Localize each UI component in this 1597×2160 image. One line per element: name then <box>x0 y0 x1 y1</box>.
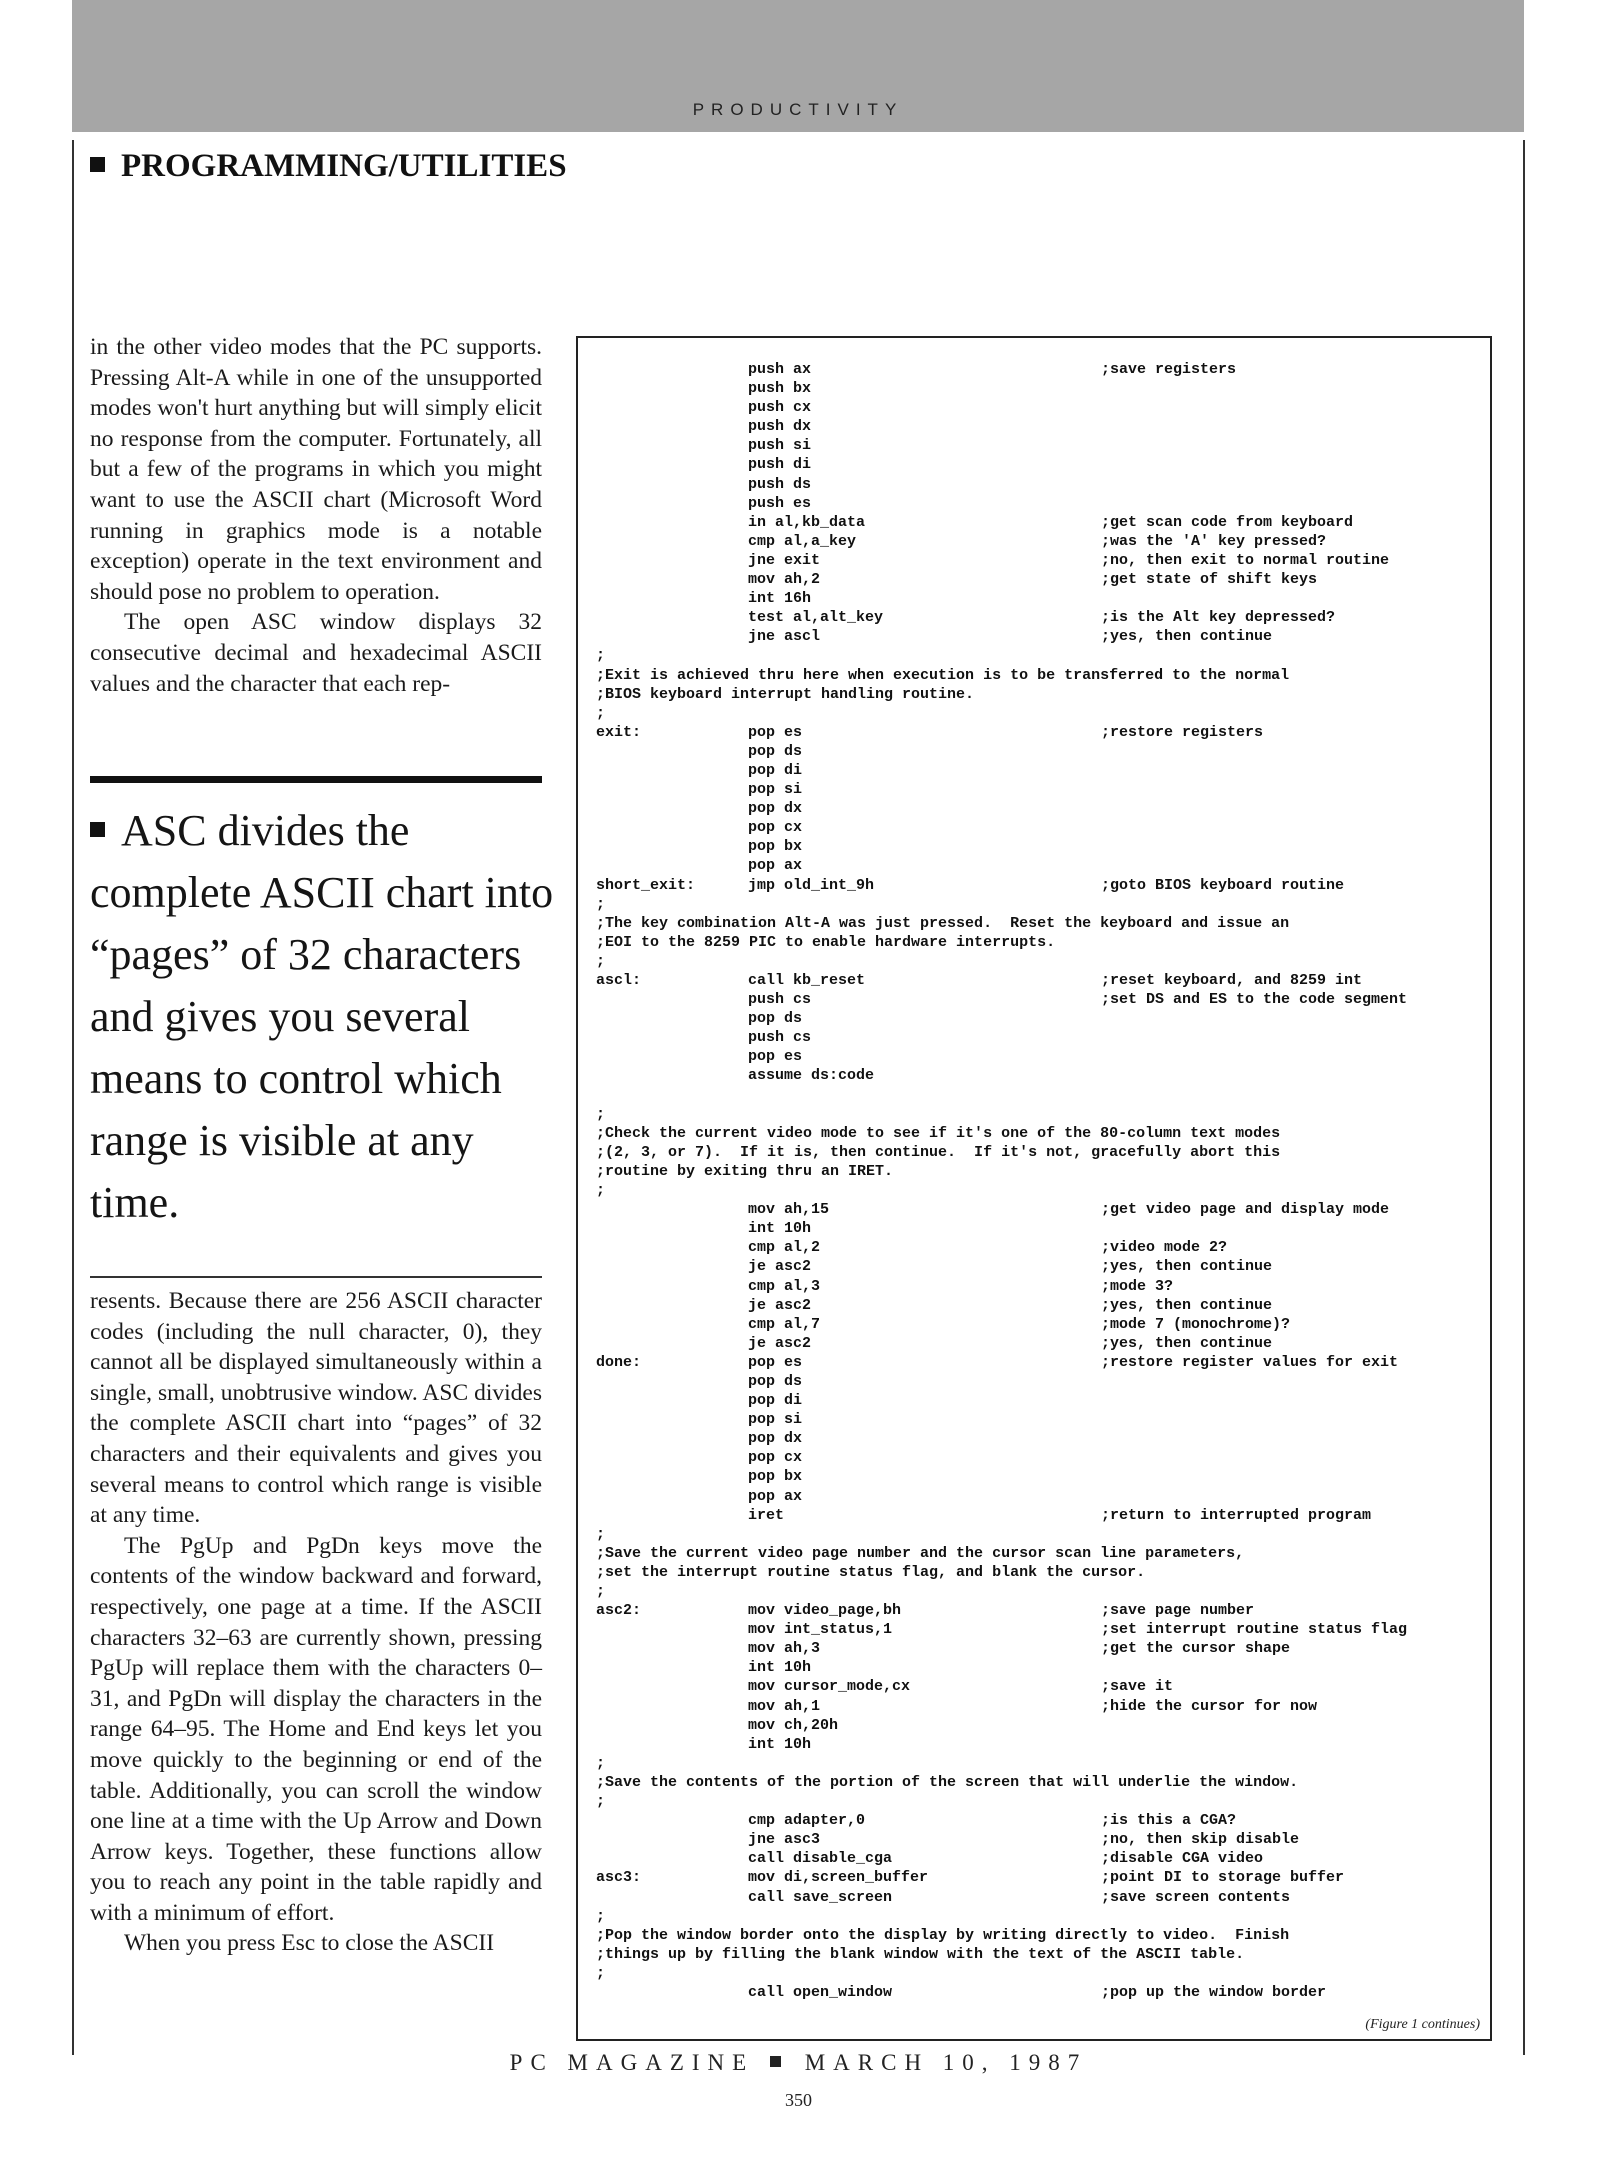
code-line <box>596 417 1484 436</box>
code-line <box>596 1563 1484 1582</box>
code-comment-line: ; <box>596 1525 606 1543</box>
code-comment-line: ;The key combination Alt-A was just pressed. Reset the keyboard and issue an <box>596 914 1290 932</box>
code-instruction: push cs <box>748 991 812 1009</box>
code-line <box>596 1391 1484 1410</box>
code-instruction: assume ds:code <box>748 1067 875 1085</box>
code-instruction: pop dx <box>748 800 803 818</box>
code-line <box>596 455 1484 474</box>
code-comment: ;reset keyboard, and 8259 int <box>1101 972 1363 989</box>
header-band <box>72 0 1524 132</box>
article-paragraph: When you press Esc to close the ASCII <box>124 1930 495 1957</box>
code-comment: ;save page number <box>1101 1602 1255 1620</box>
code-comment: ;yes, then continue <box>1101 1258 1273 1276</box>
code-line <box>596 895 1484 914</box>
code-instruction: jne exit <box>748 551 821 569</box>
code-instruction: jne asc3 <box>748 1831 821 1849</box>
code-comment: ;mode 3? <box>1101 1277 1174 1295</box>
code-instruction: push cs <box>748 1029 812 1047</box>
code-comment-line: ; <box>596 704 606 722</box>
code-instruction: mov int_status,1 <box>748 1621 893 1639</box>
code-line <box>596 532 1484 551</box>
code-comment-line: ; <box>596 647 606 665</box>
code-instruction: je asc2 <box>748 1296 812 1314</box>
code-line <box>596 513 1484 532</box>
article-column-top <box>90 332 542 699</box>
code-line <box>596 914 1484 933</box>
code-comment-line: ; <box>596 1583 606 1600</box>
code-line <box>596 1487 1484 1506</box>
code-instruction: jne ascl <box>748 628 821 646</box>
code-instruction: pop ax <box>748 1487 803 1505</box>
code-comment: ;yes, then continue <box>1101 1334 1273 1352</box>
code-instruction: iret <box>748 1506 785 1524</box>
code-line <box>596 1868 1484 1887</box>
code-comment-line: ;things up by filling the blank window with the text of the ASCII table. <box>596 1945 1245 1963</box>
code-comment: ;get video page and display mode <box>1101 1201 1390 1219</box>
code-comment-line: ;routine by exiting thru an IRET. <box>596 1162 894 1180</box>
code-comment-line: ;Exit is achieved thru here when execution is to be transferred to the normal <box>596 666 1290 684</box>
code-instruction: call save_screen <box>748 1888 893 1906</box>
code-line <box>596 1907 1484 1926</box>
code-instruction: push bx <box>748 380 812 398</box>
code-comment-line: ; <box>596 952 606 970</box>
code-line <box>596 1525 1484 1544</box>
code-instruction: call kb_reset <box>748 972 866 989</box>
code-comment: ;set DS and ES to the code segment <box>1101 991 1408 1009</box>
code-line <box>596 551 1484 570</box>
code-line <box>596 1792 1484 1811</box>
code-line <box>596 608 1484 627</box>
code-instruction: mov ah,15 <box>748 1201 830 1219</box>
code-line <box>596 723 1484 742</box>
code-instruction: int 10h <box>748 1659 812 1677</box>
code-comment: ;save it <box>1101 1678 1174 1696</box>
code-comment: ;goto BIOS keyboard routine <box>1101 876 1345 894</box>
code-instruction: pop dx <box>748 1430 803 1448</box>
square-bullet-icon <box>90 157 105 172</box>
code-line <box>596 627 1484 646</box>
code-line <box>596 1849 1484 1868</box>
code-line <box>596 1677 1484 1696</box>
code-comment: ;restore register values for exit <box>1101 1353 1399 1371</box>
code-line <box>596 475 1484 494</box>
square-bullet-icon <box>770 2056 781 2067</box>
code-line <box>596 1372 1484 1391</box>
code-instruction: push dx <box>748 418 812 436</box>
code-label: short_exit: <box>596 876 696 894</box>
code-comment: ;save screen contents <box>1101 1888 1291 1906</box>
code-comment: ;no, then exit to normal routine <box>1101 551 1390 569</box>
code-instruction: int 10h <box>748 1735 812 1753</box>
code-instruction: pop si <box>748 781 803 799</box>
code-instruction: pop es <box>748 1353 803 1371</box>
code-line <box>596 589 1484 608</box>
code-line <box>596 1200 1484 1219</box>
code-line <box>596 1047 1484 1066</box>
code-instruction: je asc2 <box>748 1334 812 1352</box>
code-listing-figure <box>576 336 1492 2041</box>
code-line <box>596 1066 1484 1085</box>
code-instruction: cmp adapter,0 <box>748 1812 866 1830</box>
code-comment-line: ; <box>596 1793 606 1811</box>
code-comment: ;video mode 2? <box>1101 1239 1228 1257</box>
code-comment-line: ;Save the contents of the portion of the screen that will underlie the window. <box>596 1773 1299 1791</box>
code-line <box>596 1429 1484 1448</box>
code-line <box>596 742 1484 761</box>
code-line <box>596 799 1484 818</box>
article-paragraph: in the other video modes that the PC supports. Pressing Alt-A while in one of the unsupported modes won't hurt anything but will simply elicit no response from the computer. Fortunately, all but a few of the programs in which you might want to use the ASCII chart (Microsoft Word running in graphics mode is a notable exception) operate in the text environment and should pose no problem to operation. <box>90 334 542 605</box>
code-line <box>596 1983 1484 2002</box>
code-instruction: pop ds <box>748 1010 803 1028</box>
code-comment: ;hide the cursor for now <box>1101 1697 1318 1715</box>
code-instruction: pop di <box>748 1392 803 1410</box>
left-column-rule <box>72 140 74 2055</box>
code-line <box>596 704 1484 723</box>
section-label: PRODUCTIVITY <box>692 100 904 119</box>
code-line <box>596 1506 1484 1525</box>
code-line <box>596 780 1484 799</box>
code-comment-line: ;(2, 3, or 7). If it is, then continue. If it's not, gracefully abort this <box>596 1143 1281 1161</box>
code-instruction: cmp al,a_key <box>748 532 857 550</box>
code-comment: ;disable CGA video <box>1101 1850 1264 1868</box>
code-line <box>596 818 1484 837</box>
page-number: 350 <box>785 2090 812 2110</box>
code-line <box>596 1257 1484 1276</box>
code-line <box>596 685 1484 704</box>
code-line <box>596 398 1484 417</box>
code-line <box>596 1143 1484 1162</box>
footer-date: MARCH 10, 1987 <box>804 2050 1088 2075</box>
code-line <box>596 360 1484 379</box>
code-instruction: pop ds <box>748 1372 803 1390</box>
code-instruction: pop es <box>748 723 803 741</box>
code-instruction: call disable_cga <box>748 1850 893 1868</box>
code-label: exit: <box>596 723 642 741</box>
code-comment-line: ; <box>596 895 606 913</box>
code-line <box>596 1105 1484 1124</box>
code-instruction: mov video_page,bh <box>748 1602 902 1620</box>
code-instruction: push ax <box>748 361 812 378</box>
code-line <box>596 1601 1484 1620</box>
code-line <box>596 971 1484 990</box>
code-instruction: push ds <box>748 475 812 493</box>
code-comment-line: ;EOI to the 8259 PIC to enable hardware interrupts. <box>596 933 1056 951</box>
article-paragraph: The open ASC window displays 32 consecutive decimal and hexadecimal ASCII values and the character that each rep- <box>90 609 542 697</box>
code-instruction: mov ch,20h <box>748 1716 839 1734</box>
code-instruction: test al,alt_key <box>748 609 884 627</box>
code-instruction: mov ah,1 <box>748 1697 821 1715</box>
code-line <box>596 379 1484 398</box>
code-comment-line: ; <box>596 1754 606 1772</box>
code-comment-line: ; <box>596 1907 606 1925</box>
code-instruction: mov cursor_mode,cx <box>748 1678 911 1696</box>
square-bullet-icon <box>90 822 105 837</box>
code-instruction: push es <box>748 494 812 512</box>
code-instruction: int 10h <box>748 1220 812 1238</box>
pull-quote-text: ASC divides the complete ASCII chart into “pages” of 32 characters and gives you several means to control which range is visible at any time. <box>90 806 554 1227</box>
code-instruction: pop di <box>748 761 803 779</box>
code-line <box>596 1773 1484 1792</box>
code-instruction: cmp al,7 <box>748 1315 821 1333</box>
code-comment-line: ; <box>596 1964 606 1982</box>
code-label: ascl: <box>596 972 642 989</box>
code-comment-line: ;Save the current video page number and the cursor scan line parameters, <box>596 1544 1245 1562</box>
code-instruction: pop ax <box>748 857 803 875</box>
code-line <box>596 570 1484 589</box>
code-line <box>596 1888 1484 1907</box>
code-comment: ;get state of shift keys <box>1101 571 1318 589</box>
code-line <box>596 952 1484 971</box>
code-line <box>596 494 1484 513</box>
code-line <box>596 666 1484 685</box>
code-line <box>596 1219 1484 1238</box>
code-line <box>596 1658 1484 1677</box>
code-line <box>596 646 1484 665</box>
code-line <box>596 1410 1484 1429</box>
code-label: done: <box>596 1353 642 1371</box>
code-line <box>596 1124 1484 1143</box>
code-instruction: je asc2 <box>748 1258 812 1276</box>
code-line <box>596 1162 1484 1181</box>
article-paragraph: The PgUp and PgDn keys move the contents of the window backward and forward, respectively, one page at a time. If the ASCII characters 32–63 are currently shown, pressing PgUp will replace them with the characters 0–31, and PgDn will display the characters in the range 64–95. The Home and End keys let you move quickly to the beginning or end of the table. Additionally, you can scroll the window one line at a time with the Up Arrow and Down Arrow keys. Together, these functions allow you to reach any point in the table rapidly and with a minimum of effort. <box>90 1532 542 1926</box>
code-line <box>596 1544 1484 1563</box>
code-instruction: in al,kb_data <box>748 513 866 531</box>
code-comment: ;mode 7 (monochrome)? <box>1101 1315 1291 1333</box>
code-line <box>596 933 1484 952</box>
code-instruction: pop cx <box>748 1449 803 1467</box>
code-comment-line: ;set the interrupt routine status flag, and blank the cursor. <box>596 1563 1146 1581</box>
code-comment-line: ; <box>596 1105 606 1123</box>
code-comment: ;set interrupt routine status flag <box>1101 1621 1408 1639</box>
code-comment: ;get scan code from keyboard <box>1101 513 1354 531</box>
code-comment-line: ;BIOS keyboard interrupt handling routine. <box>596 685 975 703</box>
code-line <box>596 1315 1484 1334</box>
right-column-rule <box>1523 140 1525 2055</box>
code-line <box>596 990 1484 1009</box>
code-label: asc2: <box>596 1602 642 1620</box>
code-comment: ;was the 'A' key pressed? <box>1101 532 1327 550</box>
code-line <box>596 1277 1484 1296</box>
code-instruction: pop cx <box>748 819 803 837</box>
code-instruction: push si <box>748 437 812 455</box>
code-comment: ;yes, then continue <box>1101 1296 1273 1314</box>
code-line <box>596 1028 1484 1047</box>
page-footer <box>0 2050 1597 2076</box>
code-instruction: mov ah,2 <box>748 571 821 589</box>
code-comment: ;no, then skip disable <box>1101 1831 1300 1849</box>
code-line <box>596 1353 1484 1372</box>
code-line <box>596 1735 1484 1754</box>
code-line <box>596 1181 1484 1200</box>
code-line <box>596 761 1484 780</box>
code-line <box>596 1296 1484 1315</box>
code-line <box>596 1009 1484 1028</box>
code-line <box>596 1582 1484 1601</box>
code-comment: ;save registers <box>1101 361 1237 378</box>
code-line <box>596 1697 1484 1716</box>
code-line <box>596 1086 1484 1105</box>
code-comment-line: ;Pop the window border onto the display by writing directly to video. Finish <box>596 1926 1290 1944</box>
code-label: asc3: <box>596 1869 642 1887</box>
code-line <box>596 1964 1484 1983</box>
code-comment: ;point DI to storage buffer <box>1101 1869 1345 1887</box>
code-instruction: mov di,screen_buffer <box>748 1869 929 1887</box>
figure-continues-note: (Figure 1 continues) <box>1365 2017 1480 2032</box>
code-line <box>596 1830 1484 1849</box>
code-comment-line: ; <box>596 1182 606 1200</box>
code-line <box>596 1716 1484 1735</box>
code-lines <box>596 360 1484 2002</box>
code-instruction: int 16h <box>748 590 812 608</box>
code-comment: ;restore registers <box>1101 723 1264 741</box>
code-instruction: push cx <box>748 399 812 417</box>
pull-quote <box>90 800 560 1234</box>
code-comment: ;pop up the window border <box>1101 1983 1327 2001</box>
code-line <box>596 1926 1484 1945</box>
code-line <box>596 1639 1484 1658</box>
code-line <box>596 1811 1484 1830</box>
code-line <box>596 1754 1484 1773</box>
article-column-bottom <box>90 1286 542 1959</box>
code-comment: ;return to interrupted program <box>1101 1506 1372 1524</box>
code-line <box>596 1334 1484 1353</box>
code-line <box>596 1620 1484 1639</box>
code-instruction: call open_window <box>748 1983 893 2001</box>
article-paragraph: resents. Because there are 256 ASCII character codes (including the null character, 0), they cannot all be displayed simultaneously within a single, small, unobtrusive window. ASC divides the complete ASCII chart into “pages” of 32 characters and their equivalents and gives you several means to control which range is visible at any time. <box>90 1288 542 1529</box>
code-line <box>596 436 1484 455</box>
code-instruction: cmp al,2 <box>748 1239 821 1257</box>
code-instruction: mov ah,3 <box>748 1640 821 1658</box>
code-instruction: pop ds <box>748 742 803 760</box>
page-heading <box>90 148 567 185</box>
code-comment: ;yes, then continue <box>1101 628 1273 646</box>
code-instruction: pop bx <box>748 838 803 856</box>
code-instruction: cmp al,3 <box>748 1277 821 1295</box>
footer-magazine: PC MAGAZINE <box>509 2050 755 2075</box>
code-comment: ;is this a CGA? <box>1101 1812 1237 1830</box>
code-instruction: push di <box>748 456 812 474</box>
pull-quote-bottom-rule <box>90 1276 542 1278</box>
code-instruction: pop es <box>748 1048 803 1066</box>
code-comment-line: ;Check the current video mode to see if it's one of the 80-column text modes <box>596 1124 1281 1142</box>
code-line <box>596 876 1484 895</box>
code-comment: ;get the cursor shape <box>1101 1640 1291 1658</box>
code-line <box>596 1448 1484 1467</box>
code-line <box>596 1238 1484 1257</box>
code-instruction: jmp old_int_9h <box>748 876 875 894</box>
pull-quote-top-rule <box>90 776 542 783</box>
code-instruction: pop bx <box>748 1468 803 1486</box>
code-line <box>596 1467 1484 1486</box>
code-comment: ;is the Alt key depressed? <box>1101 609 1336 627</box>
heading-text: PROGRAMMING/UTILITIES <box>121 148 567 184</box>
code-line <box>596 856 1484 875</box>
code-line <box>596 1945 1484 1964</box>
code-instruction: pop si <box>748 1411 803 1429</box>
code-line <box>596 837 1484 856</box>
